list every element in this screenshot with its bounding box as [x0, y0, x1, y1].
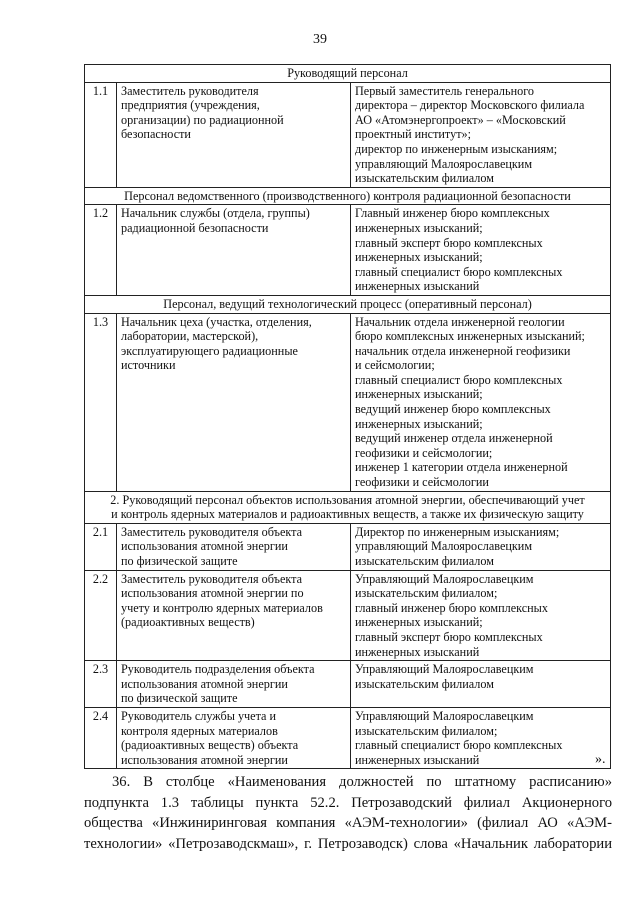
section-operational-row: [85, 295, 611, 313]
text-line: по физической защите: [121, 691, 238, 706]
text-line: Руководитель службы учета и: [121, 708, 277, 723]
table-row: [85, 82, 611, 187]
position-title-cell: [117, 661, 351, 708]
text-line: директор по инженерным изысканиям;: [355, 141, 558, 156]
text-line: организации) по радиационной: [121, 112, 284, 127]
text-line: инженерных изысканий;: [355, 615, 483, 630]
text-line: Начальник отдела инженерной геологии: [355, 314, 565, 329]
table-row: [85, 205, 611, 296]
text-line: инженерных изысканий;: [355, 416, 483, 431]
row-number: 2.1: [85, 523, 117, 570]
personnel-table: [84, 64, 611, 769]
row-number: 2.2: [85, 570, 117, 661]
text-line: изыскательским филиалом;: [355, 586, 498, 601]
text-line: лаборатории, мастерской),: [121, 329, 259, 344]
section-heading: [85, 491, 611, 523]
staff-titles-cell: [351, 707, 611, 768]
staff-titles-cell: [351, 82, 611, 187]
text-line: Начальник службы (отдела, группы): [121, 206, 310, 221]
section-heading: Персонал, ведущий технологический процесс (оперативный персонал): [85, 295, 611, 313]
text-line: главный эксперт бюро комплексных: [355, 235, 543, 250]
text-line: инженерных изысканий;: [355, 250, 483, 265]
text-line: управляющий Малоярославецким: [355, 539, 533, 554]
text-line: инженерных изысканий: [355, 644, 480, 659]
text-line: инженерных изысканий;: [355, 387, 483, 402]
text-line: по физической защите: [121, 554, 238, 568]
staff-titles-cell: [351, 523, 611, 570]
row-number: 1.1: [85, 82, 117, 187]
text-line: источники: [121, 358, 176, 373]
closing-quote-mark: ».: [595, 752, 606, 767]
position-title-cell: [117, 523, 351, 570]
text-line: ведущий инженер отдела инженерной: [355, 431, 553, 446]
text-line: предприятия (учреждения,: [121, 98, 260, 113]
text-line: изыскательским филиалом: [355, 171, 494, 186]
paragraph-line: технологии» «Петрозаводскмаш», г. Петрозаводск) слова «Начальник лаборатории: [84, 835, 612, 852]
text-line: Начальник цеха (участка, отделения,: [121, 314, 312, 329]
row-number: 1.2: [85, 205, 117, 296]
text-line: Руководитель подразделения объекта: [121, 662, 315, 677]
text-line: (радиоактивных веществ) объекта: [121, 738, 299, 753]
text-line: и сейсмологии;: [355, 358, 435, 373]
text-line: главный эксперт бюро комплексных: [355, 629, 543, 644]
table-row: [85, 661, 611, 708]
paragraph-line: подпункта 1.3 таблицы пункта 52.2. Петрозаводский филиал Акционерного: [84, 794, 612, 811]
personnel-table-body: [85, 65, 611, 769]
text-line: главный специалист бюро комплексных: [355, 264, 563, 279]
text-line: использования атомной энергии по: [121, 586, 304, 601]
text-line: Заместитель руководителя объекта: [121, 524, 302, 539]
section-leadership-row: [85, 65, 611, 83]
text-line: 2. Руководящий персонал объектов использования атомной энергии, обеспечивающий учет: [110, 492, 585, 507]
text-line: геофизики и сейсмологии;: [355, 445, 493, 460]
text-line: изыскательским филиалом: [355, 676, 494, 691]
text-line: проектный институт»;: [355, 127, 472, 142]
position-title-cell: [117, 205, 351, 296]
text-line: инженерных изысканий: [355, 752, 480, 767]
table-row: [85, 523, 611, 570]
text-line: и контроль ядерных материалов и радиоактивных веществ, а также их физическую защиту: [111, 507, 584, 522]
staff-titles-cell: [351, 570, 611, 661]
text-line: контроля ядерных материалов: [121, 723, 278, 738]
table-row: [85, 570, 611, 661]
position-title-cell: [117, 313, 351, 491]
text-line: управляющий Малоярославецким: [355, 156, 533, 171]
staff-titles-cell: [351, 661, 611, 708]
text-line: Заместитель руководителя: [121, 83, 259, 98]
text-line: использования атомной энергии: [121, 752, 288, 767]
text-line: безопасности: [121, 127, 191, 142]
text-line: использования атомной энергии: [121, 539, 288, 554]
text-line: Главный инженер бюро комплексных: [355, 206, 550, 221]
table-row: [85, 313, 611, 491]
text-line: (радиоактивных веществ): [121, 615, 255, 630]
paragraph-line: общества «Инжиниринговая компания «АЭМ-технологии» (филиал АО «АЭМ-: [84, 815, 612, 831]
text-line: инженер 1 категории отдела инженерной: [355, 460, 568, 475]
row-number: 2.4: [85, 707, 117, 768]
page-number: 39: [313, 32, 327, 47]
text-line: ведущий инженер бюро комплексных: [355, 402, 551, 417]
section-heading: Руководящий персонал: [85, 65, 611, 83]
staff-titles-cell: [351, 205, 611, 296]
text-line: изыскательским филиалом: [355, 554, 494, 568]
text-line: Управляющий Малоярославецким: [355, 571, 534, 586]
row-number: 1.3: [85, 313, 117, 491]
text-line: Первый заместитель генерального: [355, 83, 534, 98]
text-line: бюро комплексных инженерных изысканий;: [355, 329, 585, 344]
text-line: главный специалист бюро комплексных: [355, 372, 563, 387]
text-line: радиационной безопасности: [121, 220, 269, 235]
text-line: учету и контролю ядерных материалов: [121, 600, 323, 615]
text-line: использования атомной энергии: [121, 676, 288, 691]
paragraph-line: 36. В столбце «Наименования должностей по штатному расписанию»: [112, 774, 612, 790]
staff-titles-cell: [351, 313, 611, 491]
section-2-row: [85, 491, 611, 523]
text-line: инженерных изысканий;: [355, 220, 483, 235]
section-heading: Персонал ведомственного (производственного) контроля радиационной безопасности: [85, 187, 611, 205]
text-line: Управляющий Малоярославецким: [355, 708, 534, 723]
text-line: Управляющий Малоярославецким: [355, 662, 534, 677]
table-row: [85, 707, 611, 768]
text-line: главный инженер бюро комплексных: [355, 600, 548, 615]
text-line: АО «Атомэнергопроект» – «Московский: [355, 112, 566, 127]
text-line: Директор по инженерным изысканиям;: [355, 524, 560, 539]
amendment-paragraph: [84, 772, 612, 854]
text-line: эксплуатирующего радиационные: [121, 343, 298, 358]
row-number: 2.3: [85, 661, 117, 708]
position-title-cell: [117, 82, 351, 187]
text-line: Заместитель руководителя объекта: [121, 571, 302, 586]
text-line: директора – директор Московского филиала: [355, 98, 585, 113]
section-control-row: [85, 187, 611, 205]
position-title-cell: [117, 707, 351, 768]
text-line: главный специалист бюро комплексных: [355, 738, 563, 753]
text-line: начальник отдела инженерной геофизики: [355, 343, 571, 358]
text-line: изыскательским филиалом;: [355, 723, 498, 738]
position-title-cell: [117, 570, 351, 661]
text-line: геофизики и сейсмологии: [355, 475, 489, 490]
text-line: инженерных изысканий: [355, 279, 480, 294]
